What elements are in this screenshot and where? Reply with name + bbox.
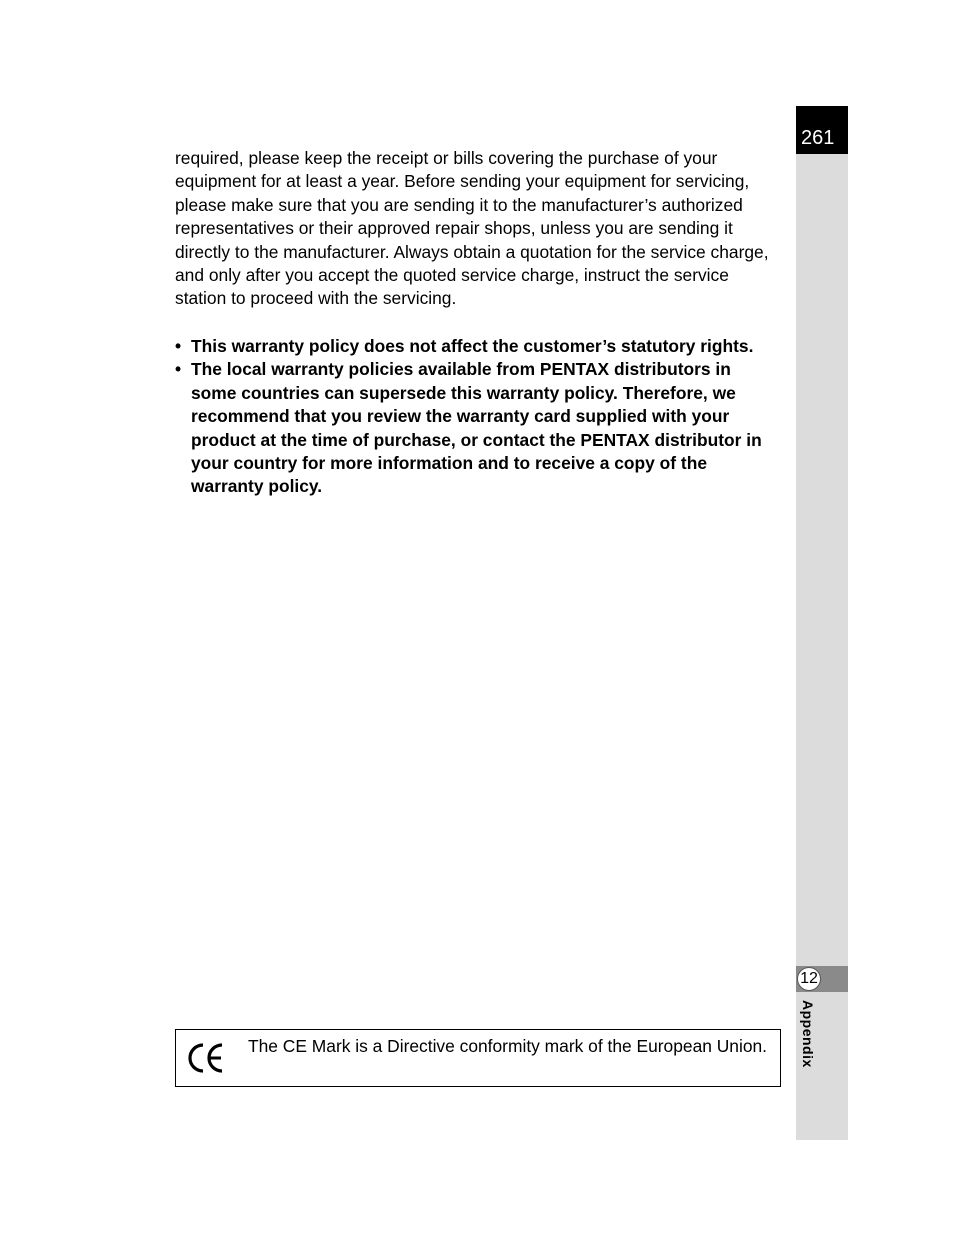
warranty-notes-list <box>175 335 781 499</box>
page-number: 261 <box>796 106 848 154</box>
ce-note-box <box>175 1029 781 1087</box>
ce-mark-icon <box>186 1042 226 1074</box>
body-paragraph: required, please keep the receipt or bills covering the purchase of your equipment for at least a year. Before sending your equipment for servicing, please make sure that you are sending it to the manufacturer’s authorized representatives or their approved repair shops, unless you are sending it directly to the manufacturer. Always obtain a quotation for the service charge, and only after you accept the quoted service charge, instruct the service station to proceed with the servicing. <box>175 148 769 309</box>
list-item-text: The local warranty policies available from PENTAX distributors in some countries can supersede this warranty policy. Therefore, we recommend that you review the warranty card supplied with your product at the time of purchase, or contact the PENTAX distributor in your country for more information and to receive a copy of the warranty policy. <box>191 359 762 497</box>
chapter-label: Appendix <box>800 1000 816 1068</box>
list-item-text: This warranty policy does not affect the customer’s statutory rights. <box>191 336 754 356</box>
list-item <box>175 358 781 498</box>
list-item <box>175 335 781 358</box>
chapter-number-badge: 12 <box>797 967 821 991</box>
ce-note-text: The CE Mark is a Directive conformity mark of the European Union. <box>248 1036 768 1056</box>
bullet-marker: • <box>175 359 182 380</box>
bullet-marker: • <box>175 336 182 356</box>
